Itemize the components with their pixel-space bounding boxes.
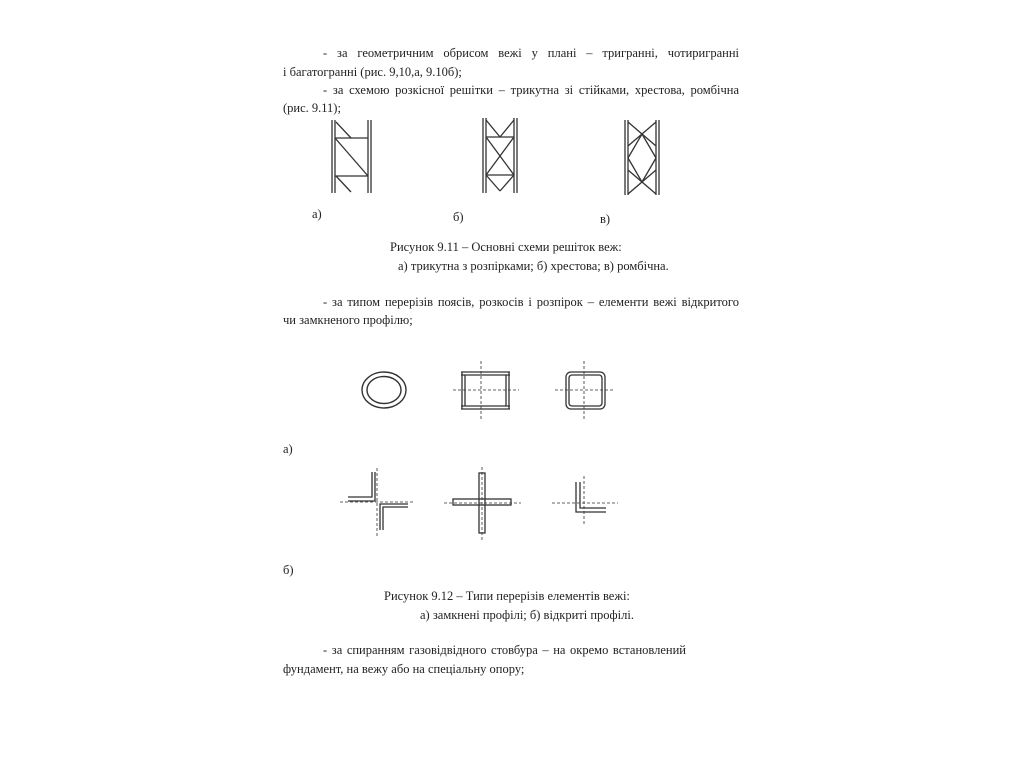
paragraph-1-line-2: і багатогранні (рис. 9,10,а, 9.10б); — [283, 65, 462, 79]
profile-pipe — [362, 372, 406, 408]
figure-9-12-label-a: а) — [283, 442, 293, 456]
profile-cruciform-angle — [444, 467, 521, 540]
paragraph-2-line-1: - за схемою розкісної решітки – трикутна зі стійками, хрестова, ромбічна — [323, 83, 739, 97]
figure-9-11-label-c: в) — [600, 212, 611, 226]
paragraph-4-line-2: фундамент, на вежу або на спеціальну опору; — [283, 662, 525, 676]
figure-9-11-label-b: б) — [453, 210, 464, 224]
figure-9-11-label-a: а) — [312, 207, 322, 221]
paragraph-1-line-1: - за геометричним обрисом вежі у плані – тригранні, чотиригранні — [323, 46, 739, 60]
figure-9-12-label-b: б) — [283, 563, 294, 577]
paragraph-3-line-2: чи замкненого профілю; — [283, 313, 413, 327]
paragraph-3-line-1: - за типом перерізів поясів, розкосів і розпірок – елементи вежі відкритого — [323, 295, 739, 309]
figure-9-11-caption-line-2: а) трикутна з розпірками; б) хрестова; в) ромбічна. — [398, 259, 669, 273]
paragraph-4-line-1: - за спиранням газовідвідного стовбура – на окремо встановлений — [323, 643, 686, 657]
figure-9-12-caption-line-2: а) замкнені профілі; б) відкриті профілі. — [420, 608, 634, 622]
profile-bent-box — [555, 361, 615, 419]
paragraph-2-line-2: (рис. 9.11); — [283, 101, 341, 115]
figure-9-12-caption-line-1: Рисунок 9.12 – Типи перерізів елементів вежі: — [384, 589, 630, 603]
figure-9-11-caption-line-1: Рисунок 9.11 – Основні схеми решіток веж: — [390, 240, 622, 254]
profile-single-angle — [552, 476, 618, 525]
profile-double-angle — [340, 468, 415, 538]
profile-welded-box — [453, 361, 519, 419]
